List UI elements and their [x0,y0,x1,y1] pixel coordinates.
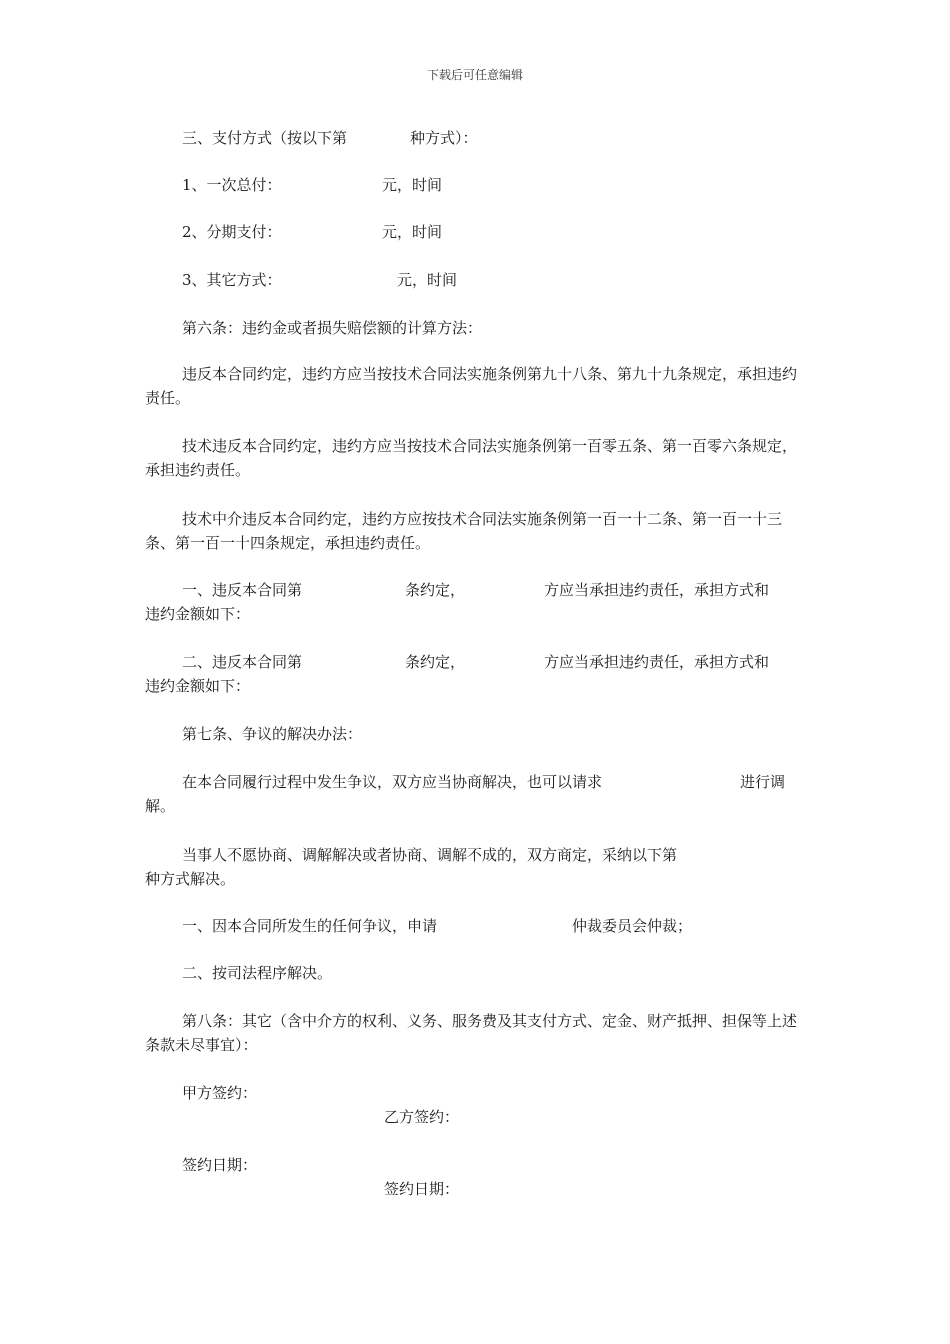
article7-option-2: 二、按司法程序解决。 [182,964,333,982]
payment-title-b: 种方式）： [410,129,478,147]
page-header: 下载后可任意编辑 [426,68,523,82]
payment-item2-suffix: 元，时间 [382,223,443,241]
breach-clause-1-d: 违约金额如下： [145,605,251,623]
article7-option-1-b: 仲裁委员会仲裁； [572,917,693,935]
article7-title: 第七条、争议的解决办法： [182,725,363,743]
payment-item1-label: 1、一次总付： [182,176,282,194]
article6-paragraph-1: 违反本合同约定，违约方应当按技术合同法实施条例第九十八条、第九十九条规定，承担违约责任。 [145,365,798,407]
breach-clause-2-d: 违约金额如下： [145,677,251,695]
breach-clause-2-c: 方应当承担违约责任，承担方式和 [544,653,770,671]
breach-clause-2-b: 条约定， [405,653,466,671]
party-b-signature-label: 乙方签约： [384,1108,460,1126]
party-a-date-label: 签约日期： [182,1156,258,1174]
article7-option-1-a: 一、因本合同所发生的任何争议，申请 [182,917,438,935]
breach-clause-2-a: 二、违反本合同第 [182,653,303,671]
breach-clause-1-a: 一、违反本合同第 [182,581,303,599]
payment-item2-label: 2、分期支付： [182,223,282,241]
article7-p2-b: 种方式解决。 [145,870,236,888]
article6-paragraph-3: 技术中介违反本合同约定，违约方应按技术合同法实施条例第一百一十二条、第一百一十三条、第一百一十四条规定，承担违约责任。 [145,510,783,552]
article7-p1-a: 在本合同履行过程中发生争议，双方应当协商解决，也可以请求 [182,773,603,791]
breach-clause-1-b: 条约定， [405,581,466,599]
payment-title-a: 三、支付方式（按以下第 [182,129,348,147]
article7-p2-a: 当事人不愿协商、调解解决或者协商、调解不成的，双方商定，采纳以下第 [182,846,678,864]
payment-item1-suffix: 元，时间 [382,176,443,194]
article6-paragraph-2: 技术违反本合同约定，违约方应当按技术合同法实施条例第一百零五条、第一百零六条规定，承担违约责任。 [145,437,798,479]
article7-p1-c: 解。 [145,797,176,815]
article8-paragraph: 第八条：其它（含中介方的权利、义务、服务费及其支付方式、定金、财产抵押、担保等上述条款未尽事宜）： [145,1012,798,1054]
party-b-date-label: 签约日期： [384,1180,460,1198]
payment-item3-label: 3、其它方式： [182,271,282,289]
article7-p1-b: 进行调 [740,773,786,791]
breach-clause-1-c: 方应当承担违约责任，承担方式和 [544,581,770,599]
party-a-signature-label: 甲方签约： [182,1084,258,1102]
article6-title: 第六条：违约金或者损失赔偿额的计算方法： [182,319,483,337]
payment-item3-suffix: 元，时间 [397,271,458,289]
